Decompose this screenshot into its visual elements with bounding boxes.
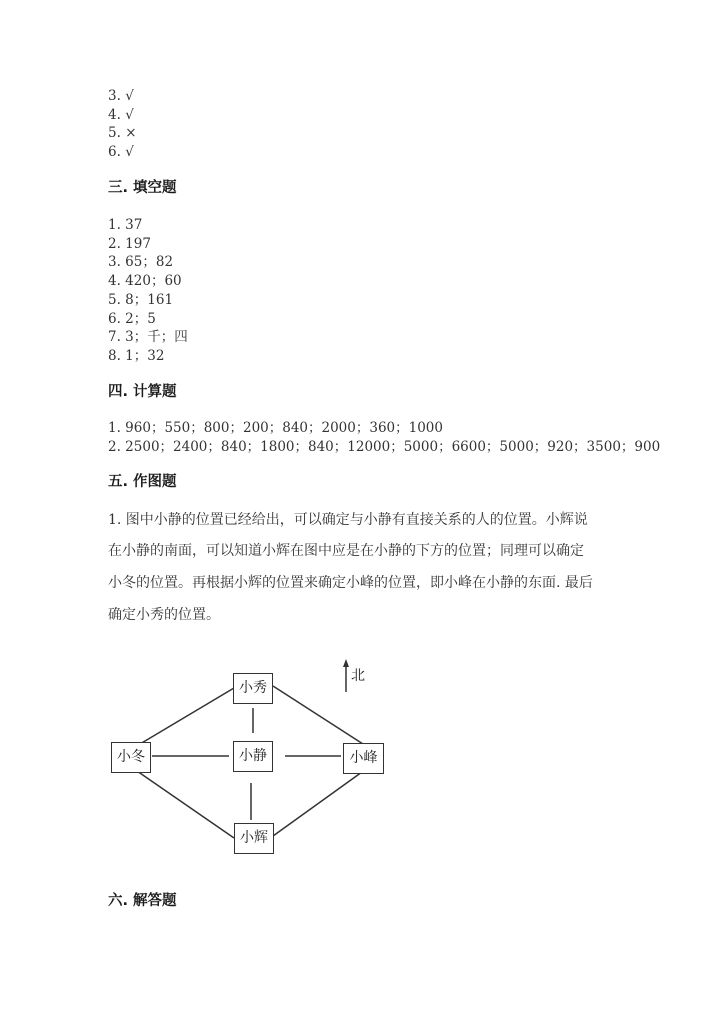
cross-mark: ×: [125, 125, 137, 141]
edge-left-top: [140, 688, 234, 744]
explanation-line-4: 确定小秀的位置。: [108, 607, 220, 623]
fill-answer-7: 7. 3；千；四: [108, 329, 188, 345]
check-mark: √: [125, 107, 134, 123]
explanation-line-3: 小冬的位置。再根据小辉的位置来确定小峰的位置，即小峰在小静的东面. 最后: [108, 575, 593, 591]
fill-answer-5: 5. 8；161: [108, 292, 174, 308]
north-arrow-icon: [343, 659, 349, 667]
node-xiaojing: 小静: [233, 741, 273, 772]
judgment-answer-4: [108, 106, 134, 124]
fill-answer-8: 8. 1；32: [108, 348, 165, 364]
judgment-answer-3: [108, 87, 134, 105]
fill-answer-4: 4. 420；60: [108, 273, 182, 289]
calc-answer-1: 1. 960；550；800；200；840；2000；360；1000: [108, 420, 443, 436]
edge-bottom-right: [273, 772, 362, 836]
node-xiaoxiu: 小秀: [233, 673, 273, 704]
check-mark: √: [125, 88, 134, 104]
answer-number: 4.: [108, 107, 121, 123]
fill-answer-1: 1. 37: [108, 217, 143, 233]
node-xiaohui: 小辉: [234, 823, 274, 854]
answer-number: 3.: [108, 88, 121, 104]
edge-top-right: [273, 686, 363, 744]
section-heading-drawing: 五. 作图题: [108, 474, 177, 490]
explanation-line-2: 在小静的南面，可以知道小辉在图中应是在小静的下方的位置；同理可以确定: [108, 543, 584, 559]
edge-left-bottom: [137, 771, 234, 838]
answer-number: 5.: [108, 125, 121, 141]
section-heading-fill-blank: 三. 填空题: [108, 180, 177, 196]
fill-answer-3: 3. 65；82: [108, 254, 174, 270]
node-xiaofeng: 小峰: [343, 743, 384, 774]
judgment-answer-6: [108, 143, 134, 161]
node-xiaodong: 小冬: [111, 742, 151, 773]
explanation-line-1: 1. 图中小静的位置已经给出，可以确定与小静有直接关系的人的位置。小辉说: [108, 512, 588, 528]
fill-answer-6: 6. 2；5: [108, 311, 156, 327]
check-mark: √: [125, 144, 134, 160]
fill-answer-2: 2. 197: [108, 236, 151, 252]
section-heading-solution: 六. 解答题: [108, 893, 177, 909]
judgment-answer-5: [108, 124, 137, 142]
north-label: 北: [351, 668, 365, 684]
section-heading-calculation: 四. 计算题: [108, 384, 177, 400]
answer-number: 6.: [108, 144, 121, 160]
calc-answer-2: 2. 2500；2400；840；1800；840；12000；5000；6600；5000；920；3500；900: [108, 439, 661, 455]
